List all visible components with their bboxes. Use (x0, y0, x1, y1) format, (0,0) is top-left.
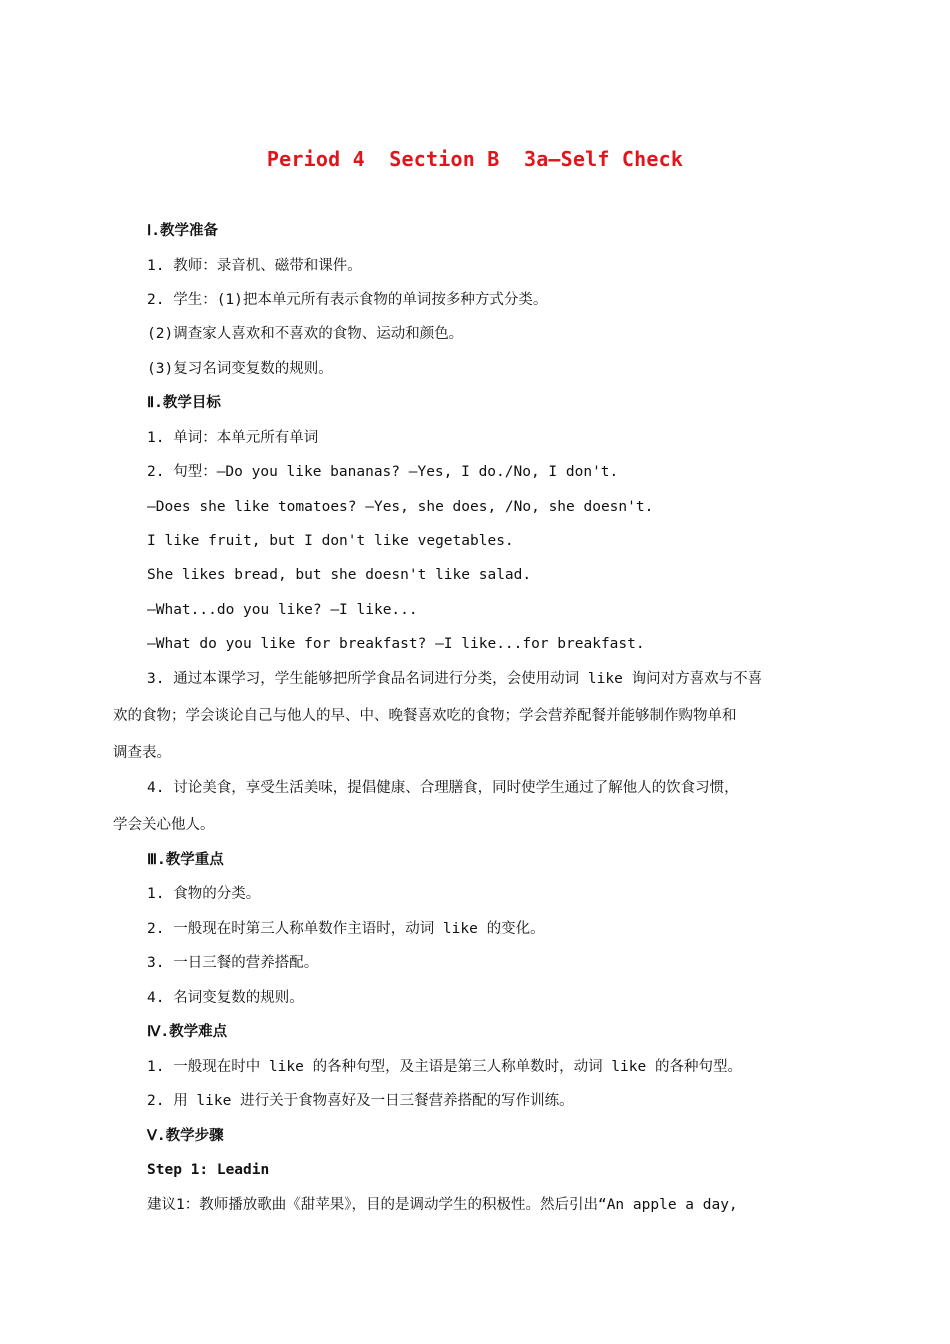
goals-line-10: 调查表。 (113, 745, 171, 761)
focus-line-1: 1. 食物的分类。 (147, 886, 261, 902)
focus-line-3: 3. 一日三餐的营养搭配。 (147, 955, 319, 971)
focus-line-2: 2. 一般现在时第三人称单数作主语时，动词 like 的变化。 (147, 921, 545, 937)
goals-line-9: 欢的食物；学会谈论自己与他人的早、中、晚餐喜欢吃的食物；学会营养配餐并能够制作购物单和 (113, 708, 737, 724)
difficulty-line-2: 2. 用 like 进行关于食物喜好及一日三餐营养搭配的写作训练。 (147, 1093, 574, 1109)
goals-line-12: 学会关心他人。 (113, 817, 215, 833)
difficulty-line-1: 1. 一般现在时中 like 的各种句型，及主语是第三人称单数时，动词 like 的各种句型。 (147, 1059, 742, 1075)
prep-line-4: (3)复习名词变复数的规则。 (147, 361, 333, 377)
goals-line-7: —What do you like for breakfast? —I like...for breakfast. (147, 636, 645, 652)
goals-line-3: —Does she like tomatoes? —Yes, she does, /No, she doesn't. (147, 499, 654, 515)
goals-line-11: 4. 讨论美食，享受生活美味，提倡健康、合理膳食，同时使学生通过了解他人的饮食习惯， (147, 780, 739, 796)
section-heading-prep: Ⅰ.教学准备 (147, 223, 219, 239)
step-1-heading: Step 1: Leadin (147, 1162, 270, 1178)
goals-line-4: I like fruit, but I don't like vegetables. (147, 533, 514, 549)
goals-line-8: 3. 通过本课学习，学生能够把所学食品名词进行分类，会使用动词 like 询问对方喜欢与不喜 (147, 671, 763, 687)
goals-line-1: 1. 单词：本单元所有单词 (147, 430, 319, 446)
goals-line-2: 2. 句型：—Do you like bananas? —Yes, I do./No, I don't. (147, 464, 619, 480)
section-heading-difficulty: Ⅳ.教学难点 (147, 1024, 228, 1040)
section-heading-goals: Ⅱ.教学目标 (147, 395, 221, 411)
prep-line-2: 2. 学生：(1)把本单元所有表示食物的单词按多种方式分类。 (147, 292, 548, 308)
section-heading-steps: Ⅴ.教学步骤 (147, 1128, 224, 1144)
prep-line-1: 1. 教师：录音机、磁带和课件。 (147, 258, 362, 274)
focus-line-4: 4. 名词变复数的规则。 (147, 990, 304, 1006)
goals-line-5: She likes bread, but she doesn't like salad. (147, 567, 532, 583)
section-heading-focus: Ⅲ.教学重点 (147, 852, 224, 868)
document-title: Period 4 Section B 3a—Self Check (266, 147, 684, 171)
goals-line-6: —What...do you like? —I like... (147, 602, 418, 618)
prep-line-3: (2)调查家人喜欢和不喜欢的食物、运动和颜色。 (147, 326, 464, 342)
steps-line-1: 建议1：教师播放歌曲《甜苹果》，目的是调动学生的积极性。然后引出“An apple a day, (147, 1197, 738, 1213)
